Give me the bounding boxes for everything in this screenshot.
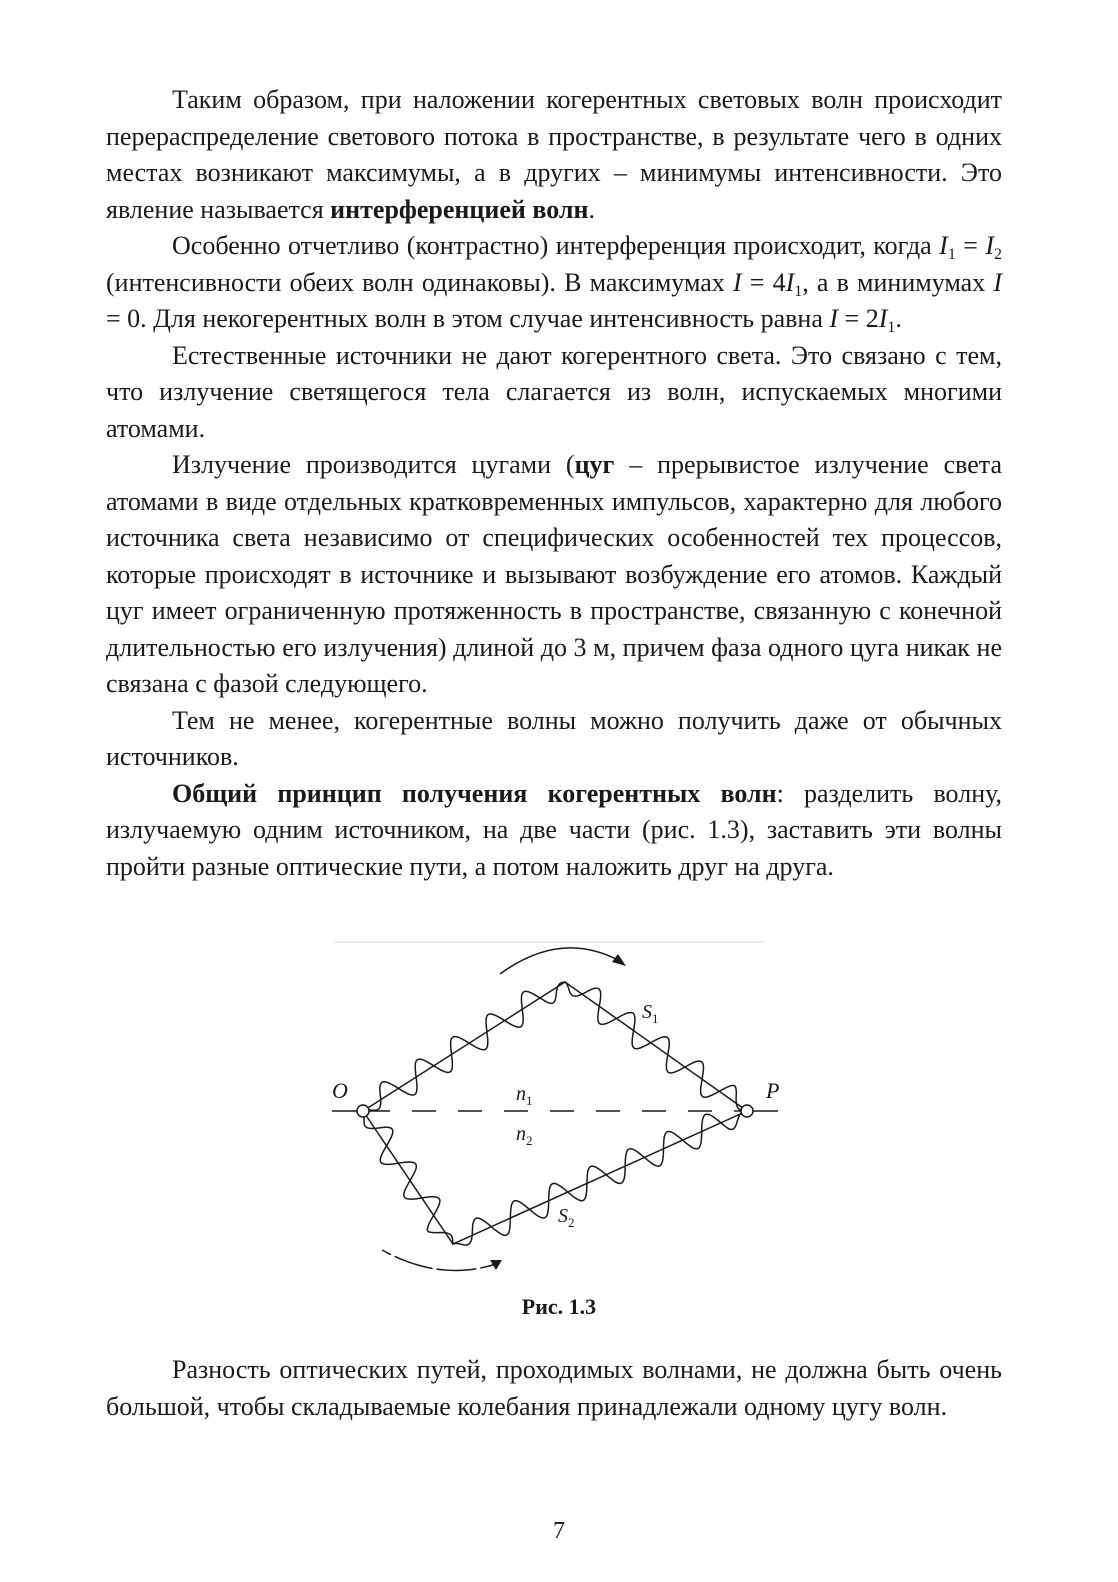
arrow-bottom: [382, 1250, 496, 1270]
wave-s1: [363, 982, 747, 1111]
label-n1: $n_1$: [516, 1083, 533, 1108]
paragraph: Тем не менее, когерентные волны можно получить даже от обычных источников.: [106, 705, 1002, 771]
figure-caption: Рис. 1.3: [521, 1294, 597, 1319]
point-o-marker: [357, 1105, 369, 1117]
arrow-top: [500, 948, 618, 974]
paragraph: Особенно отчетливо (контрастно) интерференция происходит, когда $I_1 = I_2$ (интенсивности обеих волн одинаковы). В максимумах $I = 4I_1$, а в минимумах I = 0. Для некогерентных волн в этом случае интенсивность равна $I = 2I_1$.: [106, 231, 1003, 336]
point-p-marker: [741, 1105, 753, 1117]
paragraph: Излучение производится цугами (цуг – прерывистое излучение света атомами в виде отдельных кратковременных импульсов, характерно для любого источника света независимо от специфических особенностей тех процессов, которые происходят в источнике и вызывают возбуждение его атомов. Каждый цуг имеет ограниченную протяженность в пространстве, связанную с конечной длительностью его излучения) длиной до 3 м, причем фаза одного цуга никак не связана с фазой следующего.: [106, 450, 1002, 698]
wave-s2: [363, 1111, 747, 1245]
arrow-top-head: [612, 954, 626, 966]
label-o: O: [332, 1078, 348, 1103]
paragraph: Естественные источники не дают когерентного света. Это связано с тем, что излучение светящегося тела слагается из волн, испускаемых многими атомами.: [106, 340, 1002, 443]
text-block-top: [106, 82, 1002, 885]
paragraph: Общий принцип получения когерентных волн: разделить волну, излучаемую одним источником, на две части (рис. 1.3), заставить эти волны пройти разные оптические пути, а потом наложить друг на друга.: [106, 778, 1002, 881]
path-s2-ray: [363, 1111, 747, 1244]
figure-interference-paths: [320, 930, 790, 1290]
label-s2: $S_2$: [558, 1205, 575, 1230]
label-s1: $S_1$: [642, 1001, 659, 1026]
paragraph: Разность оптических путей, проходимых волнами, не должна быть очень большой, чтобы складываемые колебания принадлежали одному цугу волн.: [106, 1355, 1002, 1421]
paragraph: Таким образом, при наложении когерентных световых волн происходит перераспределение светового потока в пространстве, в результате чего в одних местах возникают максимумы, а в других – минимумы интенсивности. Это явление называется интерференцией волн.: [106, 85, 1002, 224]
text-block-bottom: [106, 1352, 1002, 1425]
page-number: 7: [553, 1518, 565, 1544]
label-n2: $n_2$: [516, 1123, 533, 1148]
label-p: P: [766, 1078, 780, 1103]
